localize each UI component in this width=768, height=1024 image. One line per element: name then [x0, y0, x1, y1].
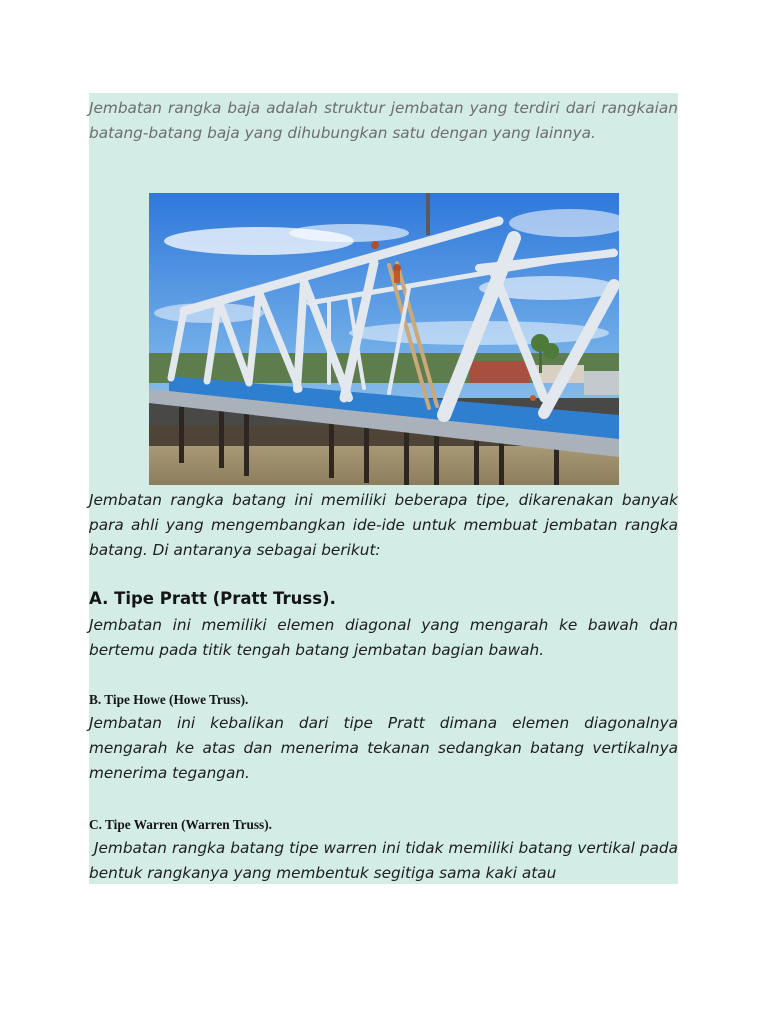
section-body-warren: Jembatan rangka batang tipe warren ini tidak memiliki batang vertikal pada bentuk rangkanya yang membentuk segitiga sama kaki atau: [89, 839, 683, 882]
truss-bridge-photo: [149, 193, 619, 485]
section-heading-pratt: A. Tipe Pratt (Pratt Truss).: [89, 589, 336, 608]
types-paragraph: Jembatan rangka batang ini memiliki beberapa tipe, dikarenakan banyak para ahli yang mengembangkan ide-ide untuk membuat jembatan rangka batang. Di antaranya sebagai berikut:: [89, 491, 678, 559]
document-content: [89, 93, 683, 884]
section-body-pratt: Jembatan ini memiliki elemen diagonal yang mengarah ke bawah dan bertemu pada titik tengah batang jembatan bagian bawah.: [89, 616, 678, 659]
section-heading-howe: B. Tipe Howe (Howe Truss).: [89, 692, 249, 707]
section-body-howe: Jembatan ini kebalikan dari tipe Pratt dimana elemen diagonalnya mengarah ke atas dan menerima tekanan sedangkan batang vertikalnya menerima tegangan.: [89, 714, 678, 782]
intro-paragraph: Jembatan rangka baja adalah struktur jembatan yang terdiri dari rangkaian batang-batang baja yang dihubungkan satu dengan yang lainnya.: [89, 99, 678, 142]
section-heading-warren: C. Tipe Warren (Warren Truss).: [89, 817, 272, 832]
